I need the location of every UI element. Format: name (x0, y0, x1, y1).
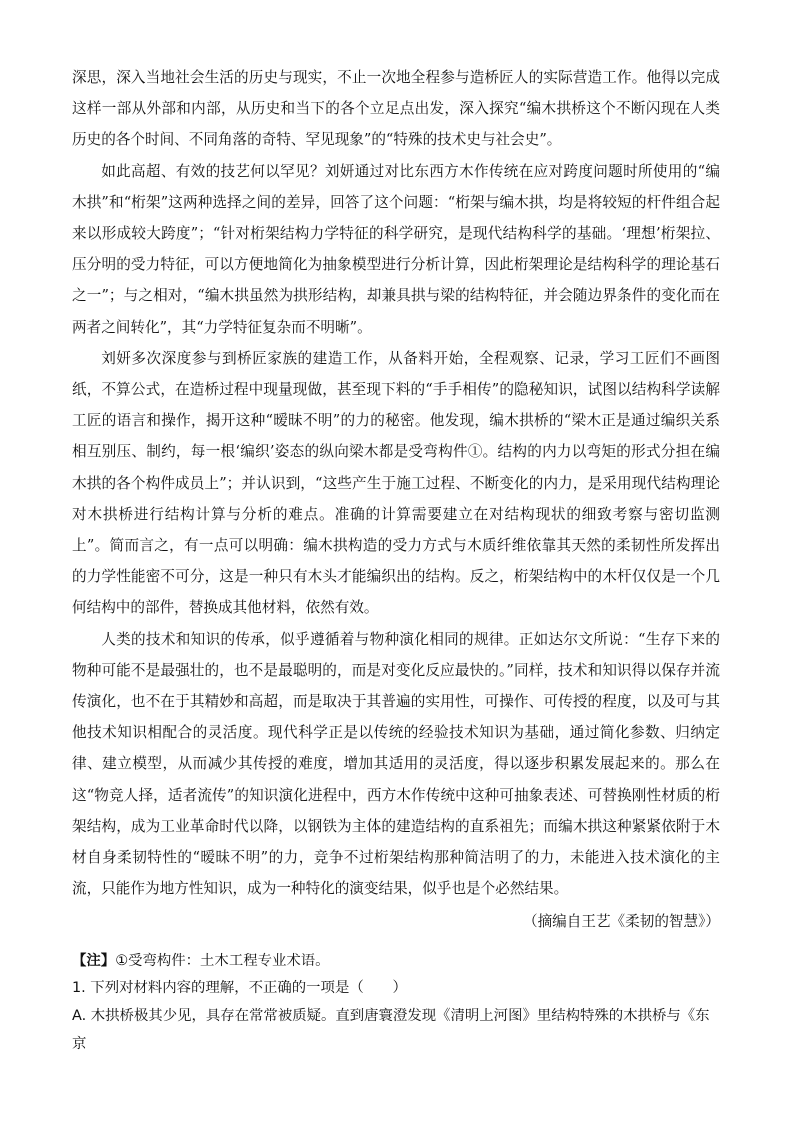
question-stem: 1. 下列对材料内容的理解，不正确的一项是（ ） (72, 979, 407, 996)
document-page (72, 62, 720, 1058)
question-option-a: A. 木拱桥极其少见，具存在常常被质疑。直到唐寰澄发现《清明上河图》里结构特殊的木拱桥与《东京 (72, 1007, 710, 1052)
footnote-text: ①受弯构件：土木工程专业术语。 (115, 952, 330, 969)
footnote (72, 948, 720, 974)
article-paragraph-2: 如此高超、有效的技艺何以罕见？刘妍通过对比东西方木作传统在应对跨度问题时所使用的“编木拱”和“桁架”这两种选择之间的差异，回答了这个问题：“桁架与编木拱，均是将较短的杆件组合起来以形成较大跨度”；“针对桁架结构力学特征的科学研究，是现代结构科学的基础。‘理想’桁架拉、压分明的受力特征，可以方便地简化为抽象模型进行分析计算，因此桁架理论是结构科学的理论基石之一”；与之相对，“编木拱虽然为拱形结构，却兼具拱与梁的结构特征，并会随边界条件的变化而在两者之间转化”，其“力学特征复杂而不明晰”。 (72, 162, 720, 336)
article-paragraph-1: 深思，深入当地社会生活的历史与现实，不止一次地全程参与造桥匠人的实际营造工作。他得以完成这样一部从外部和内部，从历史和当下的各个立足点出发，深入探究“编木拱桥这个不断闪现在人类历史的各个时间、不同角落的奇特、罕见现象”的“特殊的技术史与社会史”。 (72, 69, 720, 149)
article-source: （摘编自王艺《柔韧的智慧》） (522, 913, 720, 931)
article-paragraph-4: 人类的技术和知识的传承，似乎遵循着与物种演化相同的规律。正如达尔文所说：“生存下来的物种可能不是最强壮的，也不是最聪明的，而是对变化反应最快的。”同样，技术和知识得以保存并流传演化，也不在于其精妙和高超，而是取决于其普遍的实用性，可操作、可传授的程度，以及可与其他技术知识相配合的灵活度。现代科学正是以传统的经验技术知识为基础，通过简化参数、归纳定律、建立模型，从而减少其传授的难度，增加其适用的灵活度，得以逐步积累发展起来的。那么在这“物竞人择，适者流传”的知识演化进程中，西方木作传统中这种可抽象表述、可替换刚性材质的桁架结构，成为工业革命时代以降，以钢铁为主体的建造结构的直系祖先；而编木拱这种紧紧依附于木材自身柔韧特性的“暧昧不明”的力，竞争不过桁架结构那种简洁明了的力，未能进入技术演化的主流，只能作为地方性知识，成为一种特化的演变结果，似乎也是个必然结果。 (72, 630, 720, 898)
footnote-tag: 【注】 (72, 952, 116, 969)
article-paragraph-3: 刘妍多次深度参与到桥匠家族的建造工作，从备料开始，全程观察、记录，学习工匠们不画图纸，不算公式，在造桥过程中现量现做，甚至现下料的“手手相传”的隐秘知识，试图以结构科学读解工匠的语言和操作，揭开这种“暧昧不明”的力的秘密。他发现，编木拱桥的“梁木正是通过编织关系相互别压、制约，每一根‘编织’姿态的纵向梁木都是受弯构件①。结构的内力以弯矩的形式分担在编木拱的各个构件成员上”；并认识到，“这些产生于施工过程、不断变化的内力，是采用现代结构理论对木拱桥进行结构计算与分析的难点。准确的计算需要建立在对结构现状的细致考察与密切监测上”。简而言之，有一点可以明确：编木拱构造的受力方式与木质纤维依靠其天然的柔韧性所发挥出的力学性能密不可分，这是一种只有木头才能编织出的结构。反之，桁架结构中的木杆仅仅是一个几何结构中的部件，替换成其他材料，依然有效。 (72, 349, 720, 617)
